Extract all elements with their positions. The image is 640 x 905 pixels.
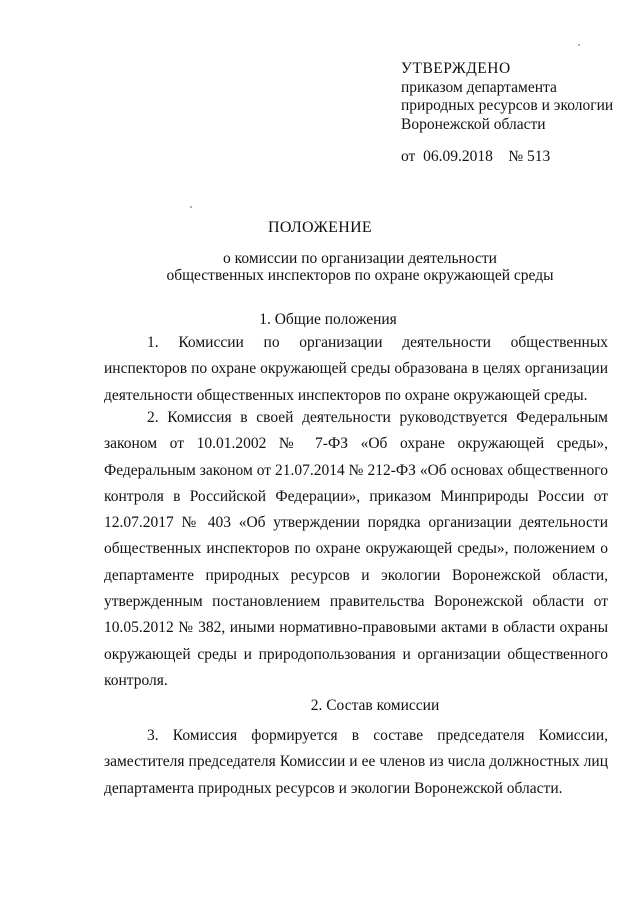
order-date-number: от 06.09.2018 № 513 [401,148,551,165]
paragraph-3: 3. Комиссия формируется в составе председателя Комиссии, заместителя председателя Комиссии и ее членов из числа должностных лиц департамента природных ресурсов и экологии Воронежской области. [104,727,608,797]
approval-line: природных ресурсов и экологии [401,97,614,114]
scan-speck [190,206,192,208]
section-heading-general: 1. Общие положения [259,311,397,328]
subtitle-line: о комиссии по организации деятельности [223,250,497,267]
approval-line: приказом департамента [401,78,557,96]
subtitle-line: общественных инспекторов по охране окружающей среды [166,267,554,284]
paragraph-2: 2. Комиссия в своей деятельности руководствуется Федеральным законом от 10.01.2002 № 7-ФЗ «Об охране окружающей среды», Федеральным законом от 21.07.2014 № 212-ФЗ «Об основах общественного контроля в Российской Федерации», приказом Минприроды России от 12.07.2017 № 403 «Об утверждении порядка организации деятельности общественных инспекторов по охране окружающей среды», положением о департаменте природных ресурсов и экологии Воронежской области, утвержденным постановлением правительства Воронежской области от 10.05.2012 № 382, иными нормативно-правовыми актами в области охраны окружающей среды и природопользования и организации общественного контроля. [104,409,608,689]
document-subtitle [140,250,580,284]
paragraph-1: 1. Комиссии по организации деятельности общественных инспекторов по охране окружающей среды образована в целях организации деятельности общественных инспекторов по охране окружающей среды. [104,334,608,404]
document-title: ПОЛОЖЕНИЕ [267,219,372,236]
approval-line: Воронежской области [401,115,546,133]
scan-speck [578,44,580,46]
section-heading-composition: 2. Состав комиссии [310,697,440,714]
approval-stamp [401,60,631,134]
approval-heading: УТВЕРЖДЕНО [401,60,511,77]
